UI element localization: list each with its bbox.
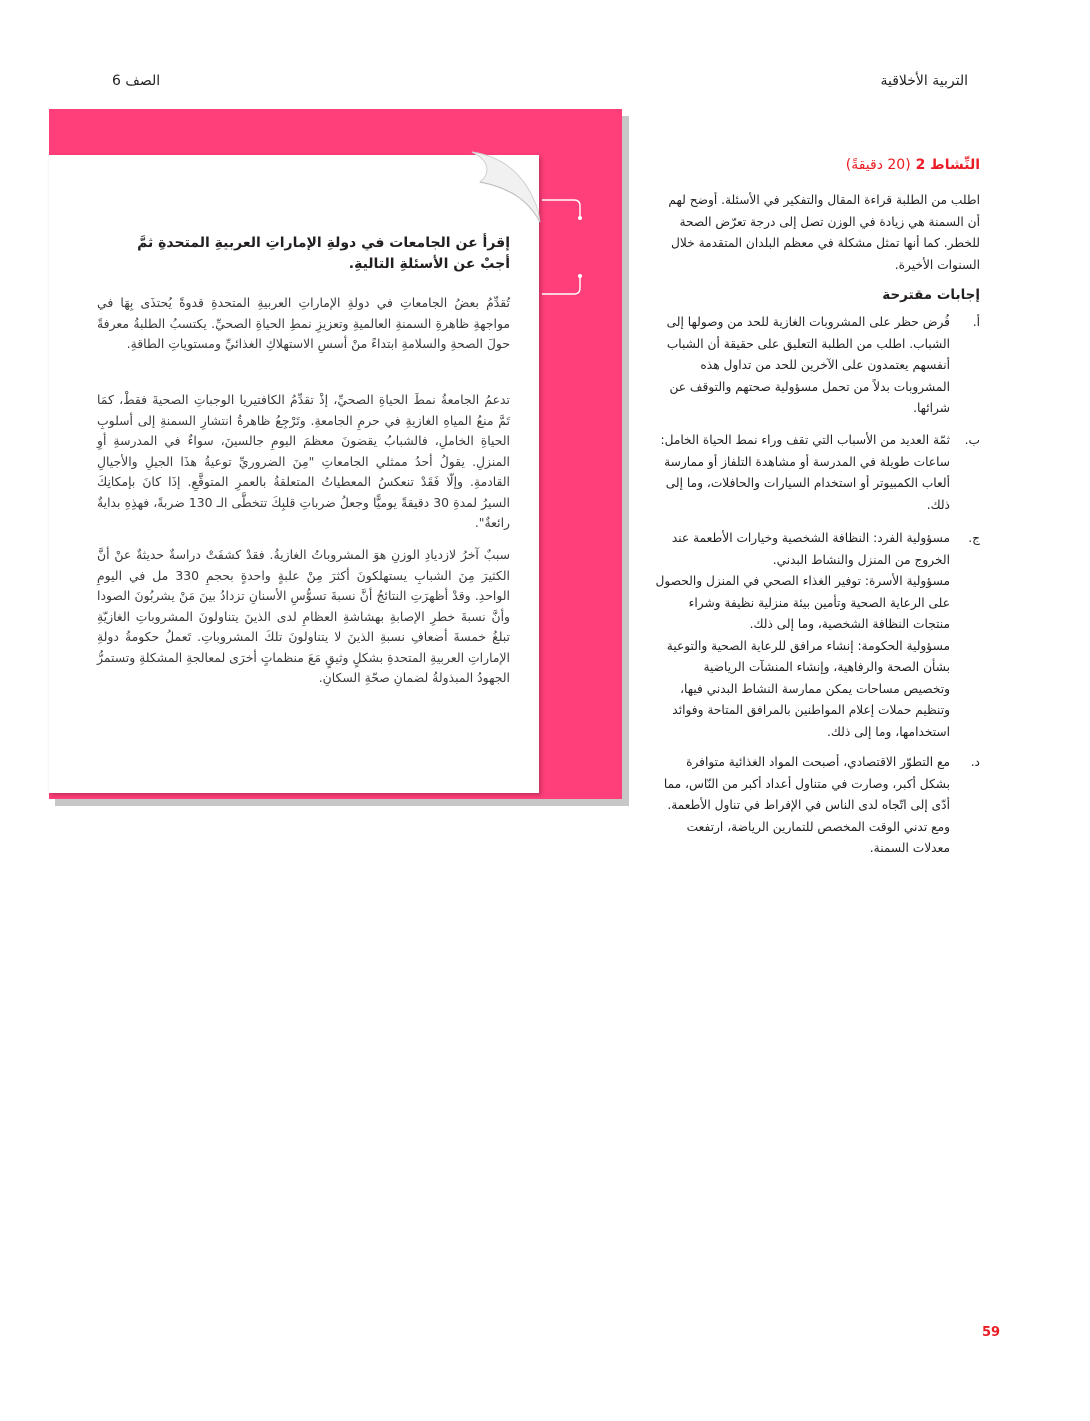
- answer-line-government: مسؤولية الحكومة: إنشاء مرافق للرعاية الصحية والتوعية بشأن الصحة والرفاهية، وإنشاء المنشآت الرياضية وتخصيص مساحات يمكن ممارسة النشاط البدني فيها، وتنظيم حملات إعلام المواطنين بالمرافق المتاحة وفوائد استخدامها، وما إلى ذلك.: [666, 638, 950, 739]
- activity-number: 2: [566, 227, 583, 255]
- answer-item: [655, 528, 980, 743]
- answers-heading: إجابات مقترحة: [882, 287, 980, 303]
- activity-title: [655, 157, 980, 173]
- answer-item: [655, 752, 980, 860]
- answer-marker: أ.: [972, 315, 980, 329]
- activity-intro: اطلب من الطلبة قراءة المقال والتفكير في الأسئلة. أوضح لهم أن السمنة هي زيادة في الوزن تصل إلى درجة تعرّض الصحة للخطر. كما أنها تمثل مشكلة في معظم البلدان المتقدمة خلال السنوات الأخيرة.: [668, 193, 980, 272]
- answer-text: ثمّة العديد من الأسباب التي تقف وراء نمط الحياة الخامل: ساعات طويلة في المدرسة أو مشاهدة التلفاز أو ممارسة ألعاب الكمبيوتر أو استخدام السيارات والحافلات، وما إلى ذلك.: [660, 433, 950, 512]
- subject-title: التربية الأخلاقية: [880, 73, 968, 89]
- answer-text: فُرض حظر على المشروبات الغازية للحد من وصولها إلى الشباب. اطلب من الطلبة التعليق على حقيقة أن الشباب أنفسهم يعتمدون على الآخرين للحد من تداول هذه المشروبات بدلاً من تحمل مسؤولية صحتهم والتوقف عن شرائها.: [666, 315, 950, 415]
- article-paragraph: تُقدِّمُ بعضُ الجامعاتِ في دولةِ الإماراتِ العربيةِ المتحدةِ قدوةً يُحتذَى بِهَا في مواجهةِ ظاهرةِ السمنةِ العالميةِ وتعزيزِ نمطِ الحياةِ الصحيِّ. يكتسبُ الطلبةُ معرفةً حولَ الصحةِ والسلامةِ ابتداءً منْ أسسِ الاستهلاكِ الغذائيِّ ومستوياتِ الطاقةِ.: [97, 295, 510, 351]
- answer-marker: ج.: [968, 531, 980, 545]
- answer-marker: د.: [970, 755, 980, 769]
- page-curl-icon: [470, 150, 546, 230]
- article-paragraph: تدعمُ الجامعةُ نمطَ الحياةِ الصحيِّ، إذْ تقدِّمُ الكافتيريا الوجباتِ الصحيةَ فقطْ، كمَا تَمَّ منعُ المياهِ الغازيةِ في حرمِ الجامعةِ. وتَرْجِعُ ظاهرةُ انتشارِ السمنةِ إلى أسلوبِ الحياةِ الخاملِ، فالشبابُ يقضونَ معظمَ اليومِ جالسينَ، سواءٌ في المدرسةِ أوِ المنزلِ. يقولُ أحدُ ممثلي الجامعاتِ "مِنَ الضروريِّ توعيةُ هذَا الجيلِ والأجيالِ القادمةِ. وإلّا فَقَدْ تنعكسُ المعطياتُ المتعلقةُ بالعمرِ المتوقَّعِ. إذَا كانَ بإمكانِكَ السيرُ لمدةِ 30 دقيقةً يوميًّا وجعلُ ضرباتِ قلبِكَ تتخطَّى الـ 130 ضربةً، فهذِهِ بدايةٌ رائعةٌ".: [97, 392, 510, 530]
- article-paragraph: سببٌ آخرُ لازديادِ الوزنِ هوَ المشروباتُ الغازيةُ. فقدْ كشفَتْ دراسةٌ حديثةٌ عنْ أنَّ الكثيرَ مِنَ الشبابِ يستهلكونَ أكثرَ مِنْ علبةٍ واحدةٍ بحجمِ 330 مل في اليومِ الواحدِ. وقدْ أظهرَتِ النتائجُ أنَّ نسبةَ تسوُّسِ الأسنانِ تزدادُ بينَ مَنْ يشربُونَ الصودا وأنَّ نسبةَ خطرِ الإصابةِ بهشاشةِ العظامِ لدى الذينَ يتناولونَ المشروباتِ الغازيّةِ تبلغُ خمسةَ أضعافِ نسبةِ الذينَ لا يتناولونَ تلكَ المشروباتِ. تَعملُ حكومةُ دولةِ الإماراتِ العربيةِ المتحدةِ بشكلٍ وثيقٍ مَعَ منظماتٍ أخرَى لمعالجةِ المشكلةِ وتستمرُّ الجهودُ المبذولةُ لضمانِ صحّةِ السكانِ.: [97, 547, 510, 685]
- answer-text: [655, 528, 950, 743]
- question-title: إقرأ عن الجامعات في دولةِ الإماراتِ العربيةِ المتحدةِ ثمَّ أجبْ عن الأسئلةِ التاليةِ.: [137, 235, 510, 272]
- answer-text: مع التطوّر الاقتصادي، أصبحت المواد الغذائية متوافرة بشكل أكبر، وصارت في متناول أعداد أكبر من النّاس، مما أدّى إلى اتّجاه لدى الناس في الإفراط في تناول الأطعمة. ومع تدني الوقت المخصص للتمارين الرياضة، ارتفعت معدلات السمنة.: [663, 755, 950, 855]
- answer-line-individual: مسؤولية الفرد: النظافة الشخصية وخيارات الأطعمة عند الخروج من المنزل والنشاط البدني.: [671, 531, 950, 567]
- answer-item: [655, 312, 980, 420]
- page-number: 59: [982, 1325, 1001, 1340]
- grade-label: الصف 6: [112, 73, 161, 89]
- activity-duration: (20 دقيقةً): [845, 157, 911, 173]
- answer-item: [655, 430, 980, 516]
- answer-line-family: مسؤولية الأسرة: توفير الغذاء الصحي في المنزل والحصول على الرعاية الصحية وتأمين بيئة منزلية نظيفة وشراء منتجات النظافة الشخصية، وما إلى ذلك.: [655, 574, 950, 631]
- answer-marker: ب.: [964, 433, 980, 447]
- activity-name: النِّشاط 2: [915, 157, 980, 173]
